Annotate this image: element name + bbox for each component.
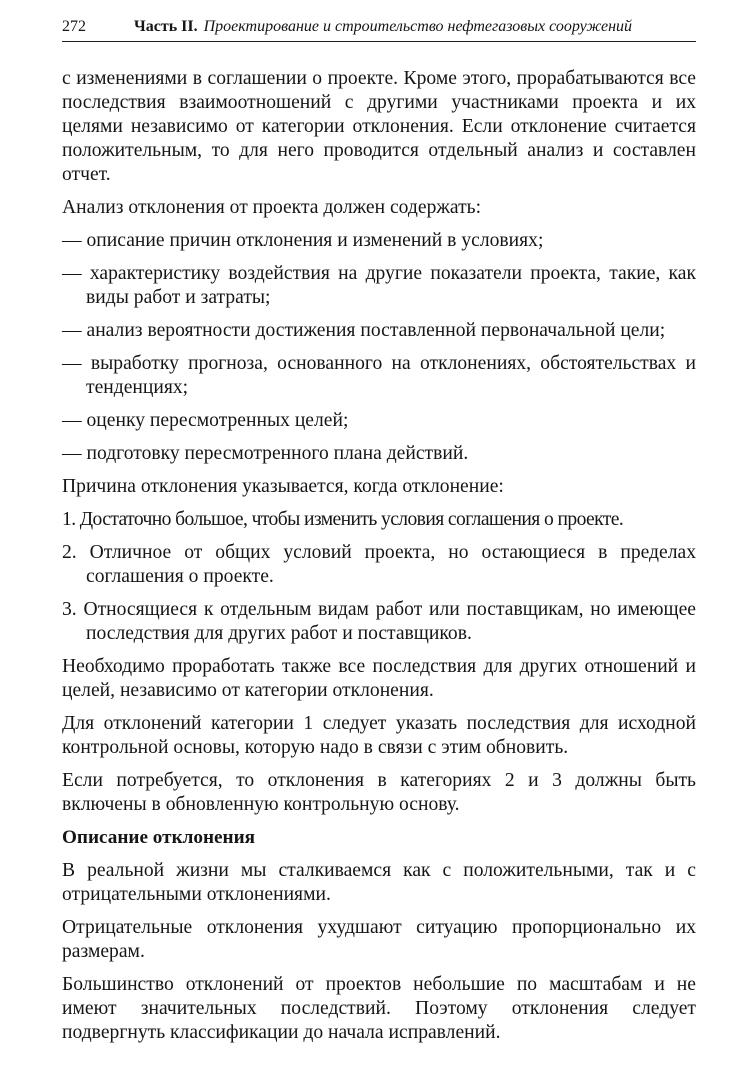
- numbered-item: 2. Отличное от общих условий проекта, но остающиеся в пределах соглашения о проекте.: [62, 542, 696, 587]
- part-label: Часть II.: [134, 18, 198, 35]
- section-heading: Описание отклонения: [62, 827, 256, 848]
- paragraph: с изменениями в соглашении о проекте. Кроме этого, прорабатываются все последствия взаимоотношений с другими участниками проекта и их целями независимо от категории отклонения. Если отклонение считается положительным, то для него проводится отдельный анализ и составлен отчет.: [62, 68, 696, 185]
- list-item: — выработку прогноза, основанного на отклонениях, обстоятельствах и тенденциях;: [62, 353, 696, 398]
- paragraph: Большинство отклонений от проектов небольшие по масштабам и не имеют значительных последствий. Поэтому отклонения следует подвергнуть классификации до начала исправлений.: [62, 974, 696, 1043]
- list-item: — описание причин отклонения и изменений в условиях;: [62, 230, 544, 251]
- paragraph: В реальной жизни мы сталкиваемся как с положительными, так и с отрицательными отклонениями.: [62, 860, 696, 905]
- list-item: — анализ вероятности достижения поставленной первоначальной цели;: [62, 320, 666, 341]
- paragraph: Если потребуется, то отклонения в категориях 2 и 3 должны быть включены в обновленную контрольную основу.: [62, 770, 696, 815]
- list-item: — подготовку пересмотренного плана действий.: [62, 443, 469, 464]
- numbered-item: 1. Достаточно большое, чтобы изменить условия соглашения о проекте.: [62, 509, 624, 530]
- paragraph: Анализ отклонения от проекта должен содержать:: [62, 197, 482, 218]
- paragraph: Причина отклонения указывается, когда отклонение:: [62, 476, 504, 497]
- paragraph: Для отклонений категории 1 следует указать последствия для исходной контрольной основы, которую надо в связи с этим обновить.: [62, 713, 696, 758]
- book-page: [62, 18, 696, 1054]
- running-header: [62, 18, 696, 42]
- list-item: — оценку пересмотренных целей;: [62, 410, 349, 431]
- paragraph: Отрицательные отклонения ухудшают ситуацию пропорционально их размерам.: [62, 917, 696, 962]
- page-body: [62, 67, 696, 1045]
- paragraph: Необходимо проработать также все последствия для других отношений и целей, независимо от категории отклонения.: [62, 656, 696, 701]
- part-title: Проектирование и строительство нефтегазовых сооружений: [203, 18, 633, 35]
- numbered-item: 3. Относящиеся к отдельным видам работ или поставщикам, но имеющее последствия для других работ и поставщиков.: [62, 599, 696, 644]
- list-item: — характеристику воздействия на другие показатели проекта, такие, как виды работ и затраты;: [62, 263, 696, 308]
- page-number: 272: [62, 18, 86, 35]
